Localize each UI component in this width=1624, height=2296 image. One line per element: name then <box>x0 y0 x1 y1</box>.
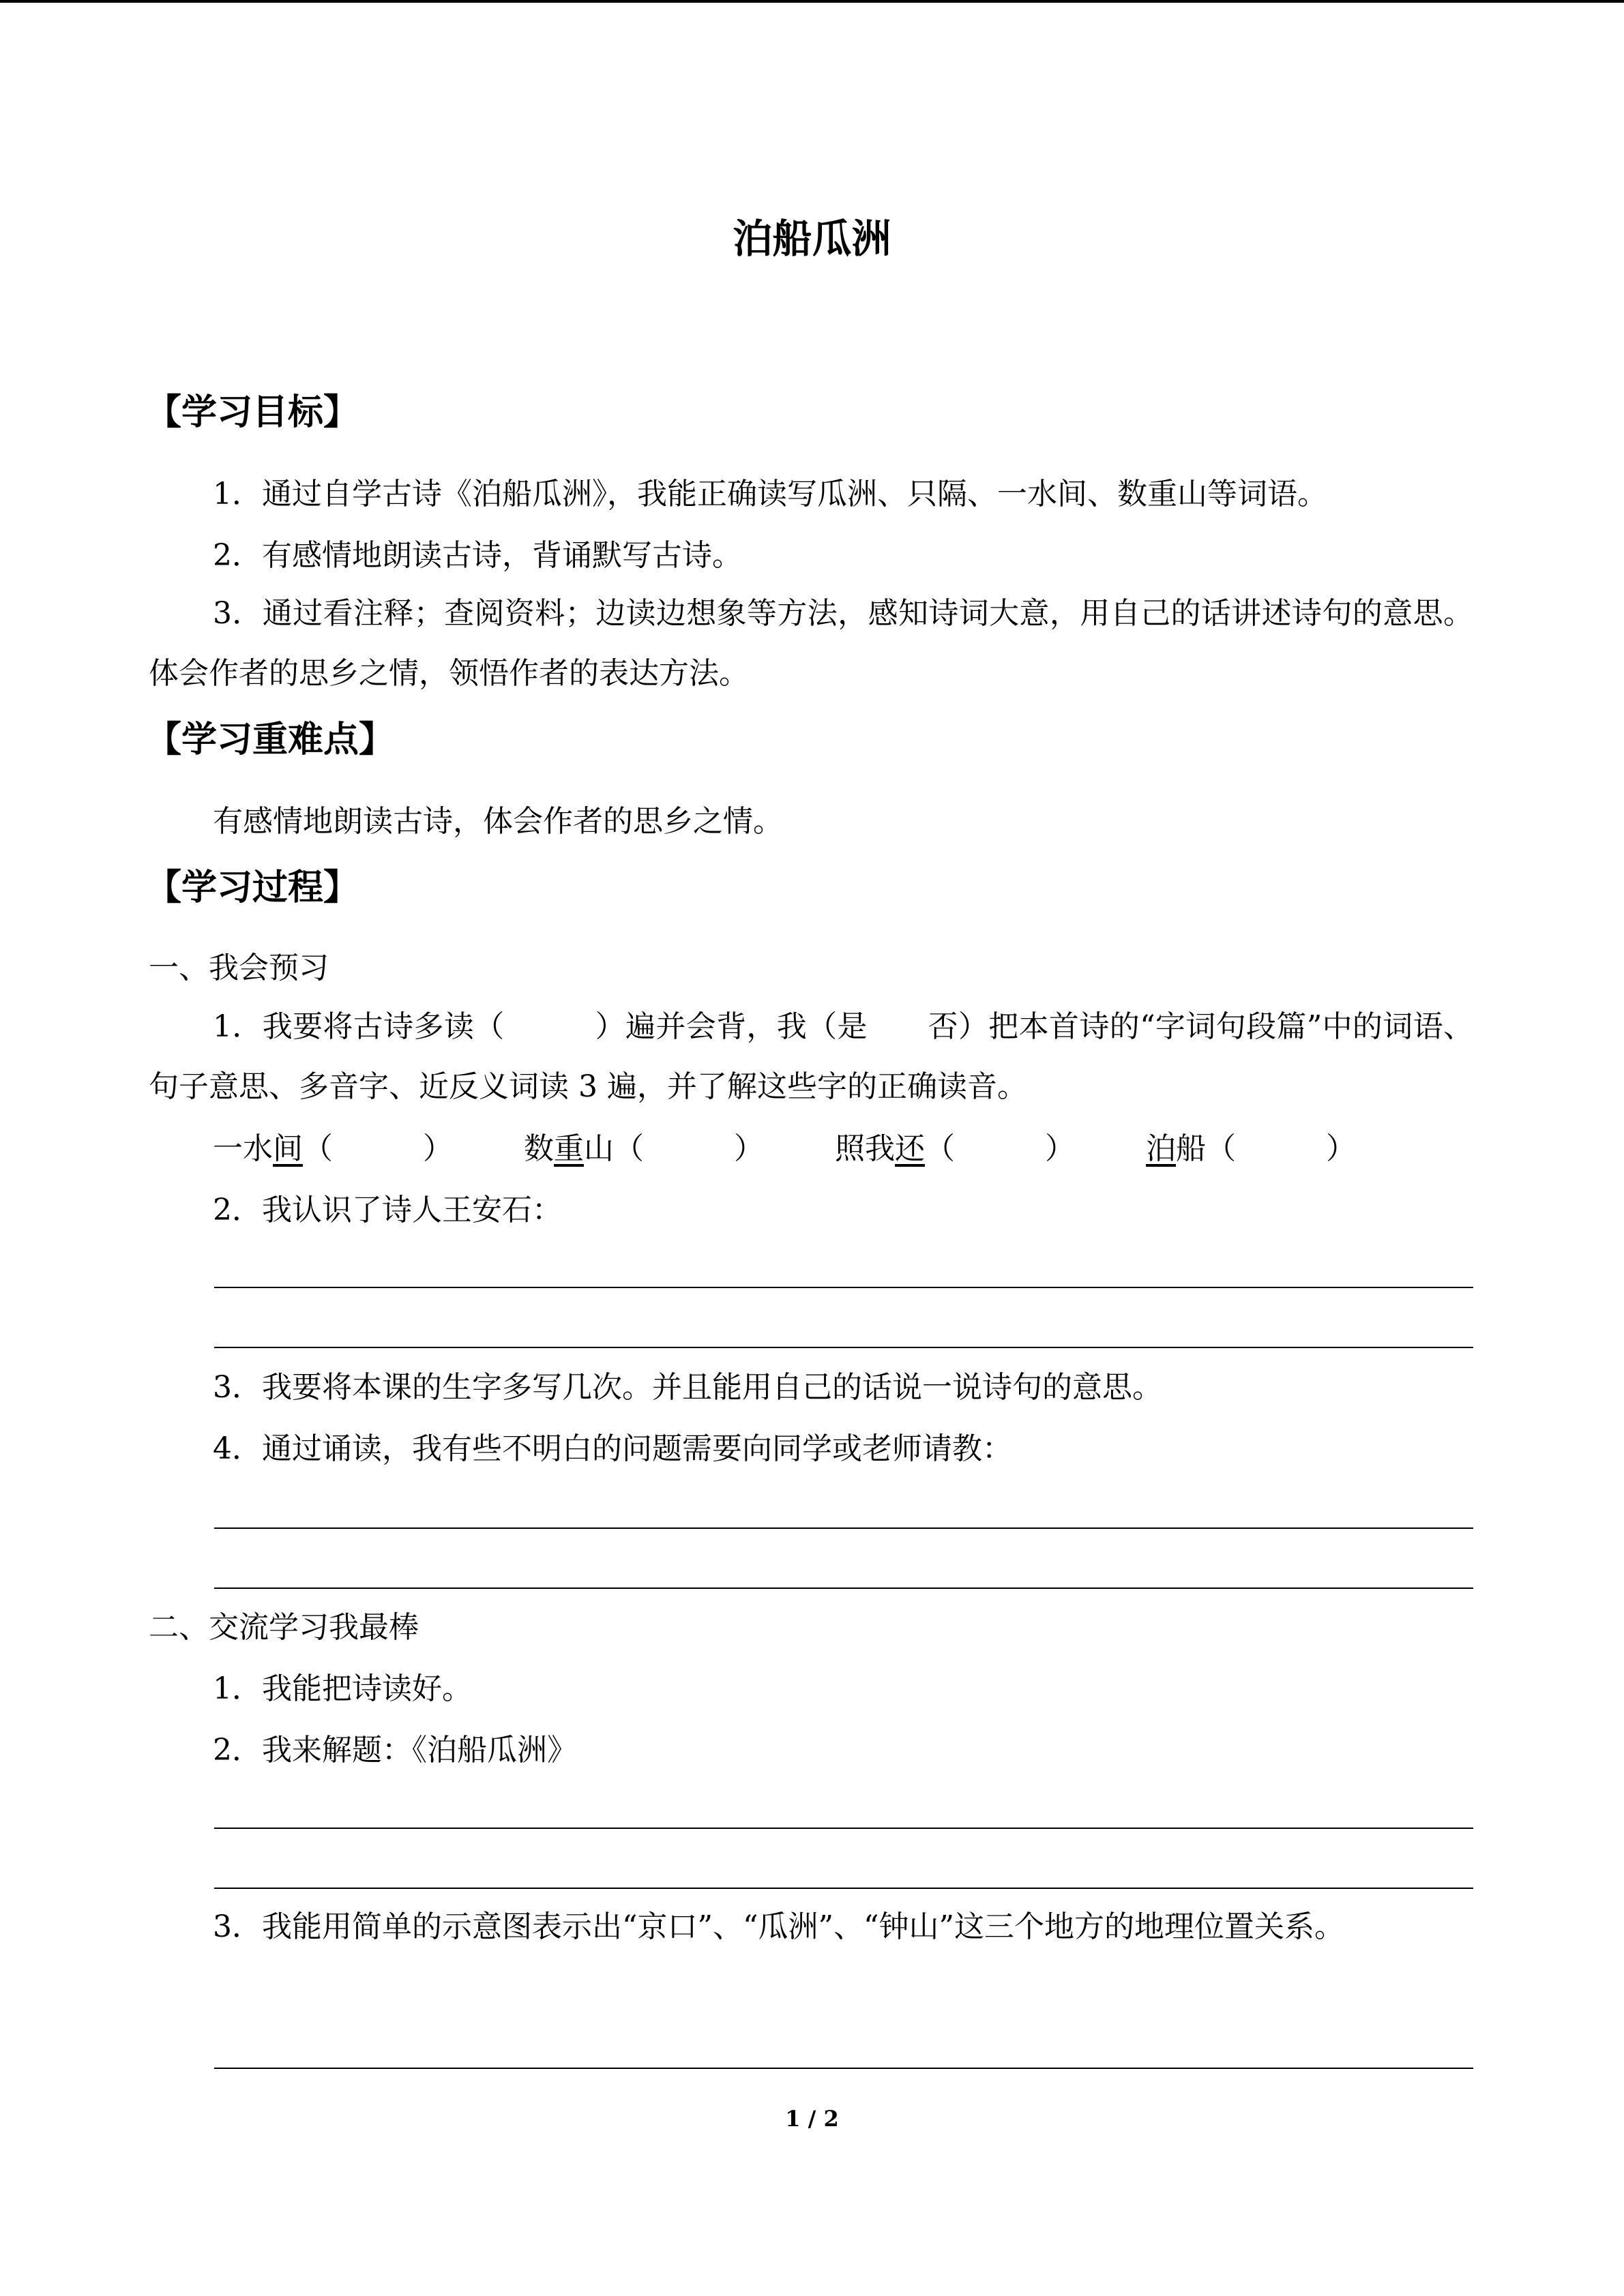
page-number: 1 / 2 <box>785 2106 839 2132</box>
part1-title: 一、我会预习 <box>149 951 329 985</box>
answer-line[interactable] <box>214 1587 1473 1589</box>
answer-line[interactable] <box>214 1888 1473 1889</box>
key-points-text: 有感情地朗读古诗，体会作者的思乡之情。 <box>213 804 783 839</box>
part1-item-2: 2．我认识了诗人王安石： <box>213 1193 562 1227</box>
goal-item-3: 3．通过看注释；查阅资料；边读边想象等方法，感知诗词大意，用自己的话讲述诗句的意思。体会作者的思乡之情，领悟作者的表达方法。 <box>149 596 1473 691</box>
answer-line[interactable] <box>214 1347 1473 1348</box>
section-heading-goals: 【学习目标】 <box>146 392 359 433</box>
pinyin-item: 泊船（ ） <box>1146 1131 1356 1166</box>
pinyin-item: 照我还（ ） <box>835 1131 1075 1166</box>
answer-line[interactable] <box>214 1527 1473 1529</box>
pinyin-item: 一水间（ ） <box>213 1131 453 1166</box>
page-top-border <box>0 0 1624 3</box>
pinyin-item: 数重山（ ） <box>524 1131 764 1166</box>
answer-line[interactable] <box>214 1287 1473 1288</box>
section-heading-process: 【学习过程】 <box>146 867 359 908</box>
answer-line[interactable] <box>214 1828 1473 1829</box>
section-heading-key-points: 【学习重难点】 <box>146 719 395 760</box>
goal-item-1: 1．通过自学古诗《泊船瓜洲》，我能正确读写瓜洲、只隔、一水间、数重山等词语。 <box>213 477 1327 511</box>
part1-item-3: 3．我要将本课的生字多写几次。并且能用自己的话说一说诗句的意思。 <box>213 1370 1162 1405</box>
pinyin-row <box>213 1125 1356 1173</box>
answer-line[interactable] <box>214 2068 1473 2069</box>
part2-item-1: 1．我能把诗读好。 <box>213 1671 472 1706</box>
part2-item-2: 2．我来解题：《泊船瓜洲》 <box>213 1733 577 1768</box>
part1-item-1: 1．我要将古诗多读（ ）遍并会背，我（是 否）把本首诗的“字词句段篇”中的词语、句子意思、多音字、近反义词读 3 遍，并了解这些字的正确读音。 <box>149 1009 1473 1104</box>
page-title: 泊船瓜洲 <box>733 215 891 262</box>
part2-title: 二、交流学习我最棒 <box>149 1610 419 1645</box>
goal-item-2: 2．有感情地朗读古诗，背诵默写古诗。 <box>213 538 742 573</box>
part1-item-4: 4．通过诵读，我有些不明白的问题需要向同学或老师请教： <box>213 1431 1012 1466</box>
part2-item-3: 3．我能用简单的示意图表示出“京口”、“瓜洲”、“钟山”这三个地方的地理位置关系。 <box>213 1909 1344 1944</box>
